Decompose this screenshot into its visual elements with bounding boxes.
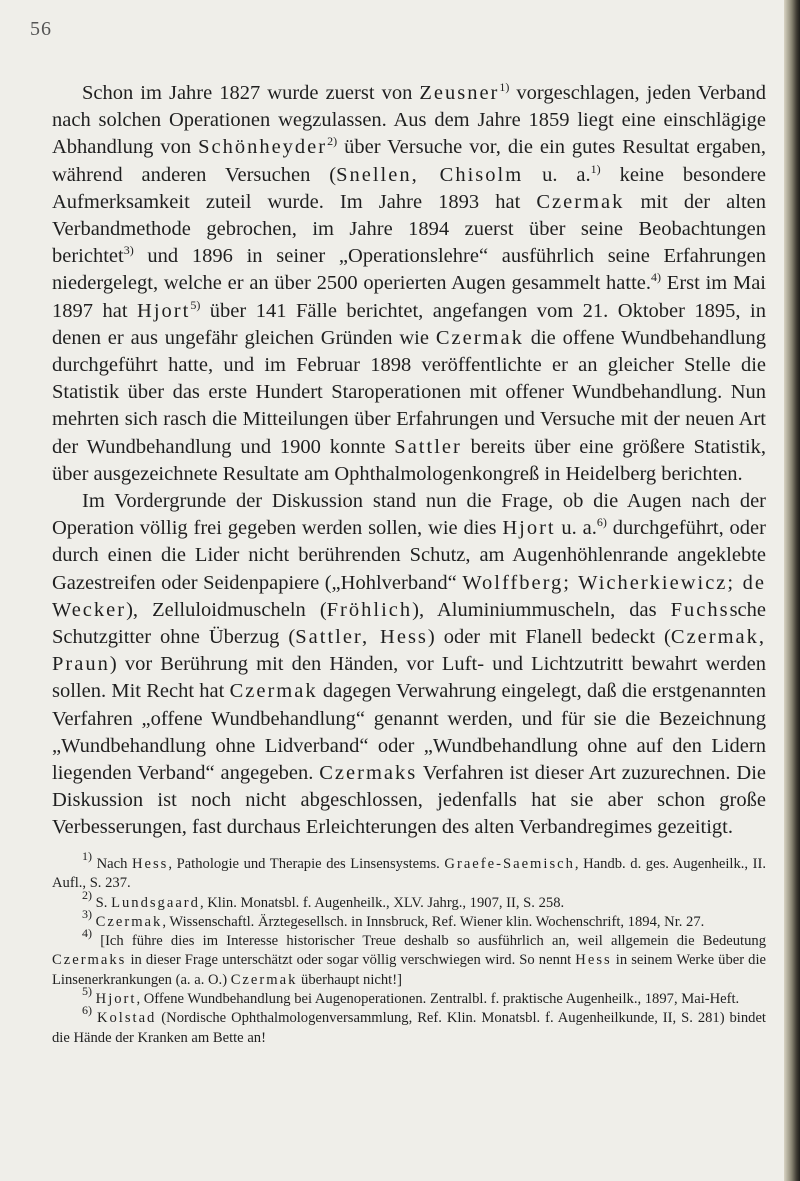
- spaced-name: Czermak: [230, 971, 298, 988]
- footnote-marker: 5): [82, 984, 92, 999]
- spaced-name: Graefe-Saemisch: [444, 856, 575, 872]
- text-run: u. a.: [555, 517, 597, 540]
- footnote-marker: 3): [82, 906, 92, 921]
- spaced-name: Czermak: [536, 190, 625, 213]
- spaced-name: Hjort: [95, 991, 137, 1008]
- footnote-marker: 1): [499, 80, 510, 94]
- text-run: dagegen Verwahrung eingelegt, daß die erstgenannten Verfahren „offene Wundbehandlung“ genannt werden, und für sie die Bezeichnung „Wundbehandlung ohne Lidverband“ oder „Wundbehandlung ohne auf den Lidern liegenden Verband“ angegeben.: [52, 680, 767, 785]
- text-run: u. a.: [523, 163, 591, 186]
- text-run: in seinem Werke über die Linsenerkrankungen (a. a. O.): [52, 952, 766, 988]
- spaced-name: Fröhlich: [326, 598, 413, 621]
- footnote-marker: 3): [123, 243, 134, 258]
- footnote: [52, 906, 766, 932]
- page-number: 56: [30, 18, 52, 40]
- text-run: Nach: [92, 856, 132, 872]
- text-run: , Handb. d. ges. Augenheilk., II. Aufl., S. 237.: [52, 856, 766, 892]
- spaced-name: Snellen, Chisolm: [336, 163, 524, 186]
- footnote: [52, 849, 766, 894]
- text-run: in dieser Frage unterschätzt oder sogar völlig verschwiegen wird. So nennt: [126, 952, 576, 969]
- footnote: [52, 984, 766, 1009]
- text-run: S.: [92, 894, 112, 911]
- text-run: über Versuche vor, die ein gutes Resultat ergaben, während anderen Versuchen (: [52, 136, 766, 186]
- text-run: die offene Wundbehandlung durchgeführt hatte, und im Februar 1898 veröffentlichte er an gleicher Stelle die Statistik über das erste Hundert Staroperationen mit offener Wundbehandlung. Nun mehrten sich rasch die Mitteilungen über Erfahrungen und Versuche mit der neuen Art der Wundbehandlung und 1900 konnte: [52, 326, 766, 458]
- spaced-name: Hess: [575, 952, 612, 969]
- footnote-marker: 1): [82, 849, 92, 863]
- paragraph: [52, 488, 766, 842]
- footnote-marker: 2): [82, 887, 92, 902]
- spaced-name: Czermaks: [319, 762, 418, 785]
- spaced-name: Czermak, Praun: [52, 626, 767, 676]
- text-run: über 141 Fälle berichtet, angefangen vom 21. Oktober 1895, in denen er aus ungefähr gleichen Gründen wie: [52, 299, 766, 349]
- spaced-name: Czermak: [95, 913, 163, 930]
- text-run: ), Aluminiummuscheln, das: [412, 598, 671, 621]
- spaced-name: Zeusner: [419, 82, 500, 104]
- text-run: ), Zelluloidmuscheln (: [126, 598, 327, 621]
- text-run: mit der alten Verbandmethode gebrochen, im Jahre 1894 zuerst über seine Beobachtungen berichtet: [52, 190, 766, 268]
- spaced-name: Czermak: [435, 326, 524, 349]
- spaced-name: Wolffberg; Wicherkiewicz; de Wecker: [52, 571, 766, 621]
- spaced-name: Hjort: [137, 299, 191, 322]
- text-run: , Wissenschaftl. Ärztegesellsch. in Innsbruck, Ref. Wiener klin. Wochenschrift, 1894, Nr. 27.: [162, 913, 705, 930]
- footnote-marker: 4): [651, 270, 662, 285]
- text-run: ) vor Berührung mit den Händen, vor Luft- und Lichtzutritt bewahrt werden sollen. Mit Recht hat: [52, 653, 766, 703]
- text-run: Im Vordergrunde der Diskussion stand nun die Frage, ob die Augen nach der Operation völlig frei gegeben werden sollen, wie dies: [52, 490, 766, 540]
- spaced-name: Lundsgaard: [111, 894, 200, 911]
- footnotes: [52, 849, 766, 1048]
- footnote-marker: 1): [590, 161, 601, 176]
- text-run: vorgeschlagen, jeden Verband nach solchen Operationen wegzulassen. Aus dem Jahre 1859 liegt eine einschlägige Abhandlung von: [52, 82, 766, 159]
- text-run: , Pathologie und Therapie des Linsensystems.: [168, 856, 445, 872]
- text-run: durchgeführt, oder durch einen die Lider nicht berührenden Schutz, am Augenhöhlenrande angeklebte Gazestreifen oder Seidenpapiere („Hohlverband“: [52, 517, 766, 594]
- text-run: Erst im Mai 1897 hat: [52, 272, 766, 322]
- page-edge-shadow: [784, 0, 800, 1181]
- footnote: [52, 887, 766, 913]
- text-run: bereits über eine größere Statistik, über ausgezeichnete Resultate am Ophthalmologenkongreß in Heidelberg berichten.: [52, 435, 766, 485]
- spaced-name: Sattler, Hess: [295, 626, 428, 649]
- text-run: überhaupt nicht!]: [297, 971, 402, 988]
- footnote: [52, 1003, 766, 1048]
- footnote-marker: 6): [596, 515, 607, 530]
- footnote-marker: 5): [190, 297, 201, 312]
- footnote-marker: 6): [82, 1003, 92, 1018]
- text-run: [Ich führe dies im Interesse historischer Treue deshalb so ausführlich an, weil allgemein die Bedeutung: [92, 933, 766, 950]
- text-run: , Offene Wundbehandlung bei Augenoperationen. Zentralbl. f. praktische Augenheilk., 1897, Mai-Heft.: [136, 991, 740, 1008]
- text-run: ) oder mit Flanell bedeckt (: [427, 626, 671, 649]
- spaced-name: Hjort: [502, 517, 556, 540]
- paragraph: [52, 80, 766, 488]
- spaced-name: Hess: [131, 856, 169, 872]
- text-run: und 1896 in seiner „Operationslehre“ ausführlich seine Erfahrungen niedergelegt, welche er an über 2500 operierten Augen gesammelt hatte.: [52, 245, 766, 295]
- spaced-name: Sattler: [394, 435, 462, 458]
- text-run: Schon im Jahre 1827 wurde zuerst von: [82, 82, 420, 104]
- text-run: , Klin. Monatsbl. f. Augenheilk., XLV. Jahrg., 1907, II, S. 258.: [199, 894, 565, 911]
- text-run: (Nordische Ophthalmologenversammlung, Ref. Klin. Monatsbl. f. Augenheilkunde, II, S. 281) bindet die Hände der Kranken am Bette an!: [52, 1010, 766, 1046]
- text-run: keine besondere Aufmerksamkeit zuteil wurde. Im Jahre 1893 hat: [52, 163, 767, 213]
- footnote-marker: 2): [327, 134, 338, 149]
- spaced-name: Fuchs: [670, 598, 730, 621]
- spaced-name: Czermak: [229, 680, 318, 703]
- main-text: [52, 80, 766, 842]
- spaced-name: Czermaks: [52, 952, 127, 969]
- text-run: Verfahren ist dieser Art zuzurechnen. Die Diskussion ist noch nicht abgeschlossen, jedenfalls hat sie aber schon große Verbesserungen, fast durchaus Erleichterungen des alten Verbandregimes gezeitigt.: [52, 762, 766, 839]
- footnote-marker: 4): [82, 926, 92, 941]
- text-run: sche Schutzgitter ohne Überzug (: [52, 598, 767, 649]
- spaced-name: Kolstad: [96, 1010, 157, 1027]
- footnote: [52, 926, 766, 990]
- spaced-name: Schönheyder: [198, 136, 328, 159]
